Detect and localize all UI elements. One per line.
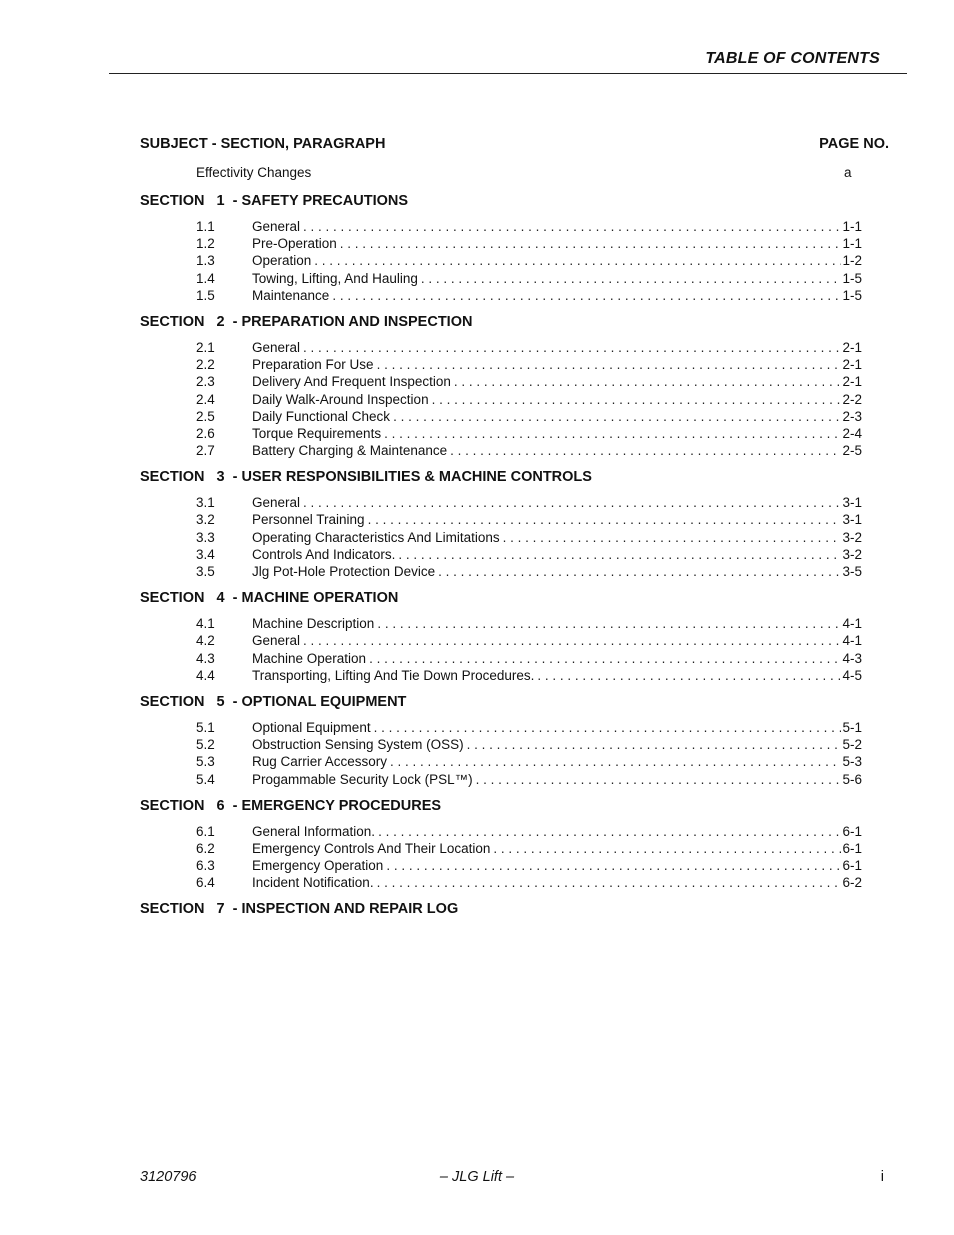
footer-document-number: 3120796	[140, 1169, 197, 1185]
toc-entry[interactable]	[140, 252, 862, 269]
toc-entry[interactable]	[140, 650, 862, 667]
toc-entry[interactable]	[140, 442, 862, 459]
toc-entry[interactable]	[140, 425, 862, 442]
section-heading[interactable]: SECTION 2 - PREPARATION AND INSPECTION	[140, 313, 473, 330]
toc-entry[interactable]	[140, 373, 862, 390]
entry-number: 5.2	[196, 737, 215, 753]
toc-entry[interactable]	[140, 218, 862, 235]
effectivity-changes-page: a	[844, 165, 852, 180]
entry-number: 2.5	[196, 408, 215, 424]
entry-title: Emergency Controls And Their Location	[252, 840, 491, 856]
dot-leader	[467, 736, 842, 753]
subject-column-heading: SUBJECT - SECTION, PARAGRAPH	[140, 136, 386, 152]
entry-title: Delivery And Frequent Inspection	[252, 374, 451, 390]
entry-title: Operation	[252, 253, 312, 269]
entry-title: Daily Functional Check	[252, 408, 391, 424]
toc-entry[interactable]	[140, 719, 862, 736]
entry-number: 4.3	[196, 650, 215, 666]
toc-entry[interactable]	[140, 857, 862, 874]
entry-title: Obstruction Sensing System (OSS)	[252, 737, 464, 753]
toc-entry[interactable]	[140, 632, 862, 649]
section-heading[interactable]: SECTION 6 - EMERGENCY PROCEDURES	[140, 797, 442, 814]
entry-number: 4.4	[196, 667, 215, 683]
entry-title: Controls And Indicators.	[252, 546, 396, 562]
entry-title: Towing, Lifting, And Hauling	[252, 270, 418, 286]
toc-entry[interactable]	[140, 408, 862, 425]
toc-entry[interactable]	[140, 840, 862, 857]
entry-number: 2.7	[196, 443, 215, 459]
dot-leader	[303, 632, 841, 649]
entry-page-number: 2-3	[842, 408, 862, 424]
entry-title: Battery Charging & Maintenance	[252, 443, 448, 459]
dot-leader	[374, 719, 842, 736]
entry-page-number: 3-2	[842, 529, 862, 545]
section-heading[interactable]: SECTION 5 - OPTIONAL EQUIPMENT	[140, 693, 407, 710]
dot-leader	[369, 650, 841, 667]
entry-page-number: 1-5	[842, 287, 862, 303]
dot-leader	[537, 667, 841, 684]
dot-leader	[493, 840, 841, 857]
entry-title: Transporting, Lifting And Tie Down Procedures.	[252, 667, 535, 683]
dot-leader	[303, 218, 841, 235]
entry-number: 4.2	[196, 633, 215, 649]
toc-section-5	[140, 693, 862, 788]
entry-number: 6.4	[196, 875, 215, 891]
entry-number: 2.2	[196, 357, 215, 373]
entry-page-number: 3-2	[842, 546, 862, 562]
entry-number: 5.3	[196, 754, 215, 770]
entry-title: Rug Carrier Accessory	[252, 754, 388, 770]
dot-leader	[421, 270, 842, 287]
entry-number: 2.4	[196, 391, 215, 407]
entry-page-number: 5-6	[842, 771, 862, 787]
dot-leader	[377, 615, 841, 632]
entry-title: Torque Requirements	[252, 425, 382, 441]
section-heading[interactable]: SECTION 4 - MACHINE OPERATION	[140, 590, 399, 607]
section-heading[interactable]: SECTION 7 - INSPECTION AND REPAIR LOG	[140, 901, 459, 918]
toc-entry[interactable]	[140, 391, 862, 408]
toc-sections	[140, 192, 862, 918]
entry-number: 6.3	[196, 858, 215, 874]
toc-section-4	[140, 589, 862, 684]
entry-page-number: 4-1	[842, 633, 862, 649]
dot-leader	[503, 529, 842, 546]
entry-page-number: 6-1	[842, 858, 862, 874]
entry-page-number: 6-2	[842, 875, 862, 891]
dot-leader	[303, 494, 841, 511]
entry-page-number: 4-3	[842, 650, 862, 666]
entry-number: 3.3	[196, 529, 215, 545]
toc-entry[interactable]	[140, 736, 862, 753]
toc-entry[interactable]	[140, 494, 862, 511]
toc-section-3	[140, 468, 862, 580]
entry-number: 6.2	[196, 840, 215, 856]
entry-page-number: 4-5	[842, 667, 862, 683]
table-of-contents	[140, 165, 862, 926]
section-heading[interactable]: SECTION 3 - USER RESPONSIBILITIES & MACHINE CONTROLS	[140, 469, 592, 486]
entry-title: Progammable Security Lock (PSL™)	[252, 771, 473, 787]
entry-title: Maintenance	[252, 287, 330, 303]
entry-page-number: 4-1	[842, 616, 862, 632]
toc-entry[interactable]	[140, 771, 862, 788]
entry-title: General Information.	[252, 823, 376, 839]
entry-number: 4.1	[196, 616, 215, 632]
toc-entry[interactable]	[140, 356, 862, 373]
entry-page-number: 6-1	[842, 823, 862, 839]
toc-entry[interactable]	[140, 563, 862, 580]
header-rule	[109, 73, 907, 74]
entry-number: 3.4	[196, 546, 215, 562]
dot-leader	[476, 771, 842, 788]
entry-page-number: 2-4	[842, 425, 862, 441]
dot-leader	[398, 546, 841, 563]
entry-title: Jlg Pot-Hole Protection Device	[252, 564, 436, 579]
dot-leader	[384, 425, 841, 442]
dot-leader	[340, 235, 842, 252]
entry-number: 1.1	[196, 219, 215, 234]
entry-number: 2.6	[196, 425, 215, 441]
dot-leader	[438, 563, 841, 580]
toc-entry[interactable]	[140, 511, 862, 528]
entry-page-number: 2-2	[842, 391, 862, 407]
entry-page-number: 1-1	[842, 236, 862, 252]
entry-number: 3.1	[196, 495, 215, 511]
footer-brand: – JLG Lift –	[439, 1169, 515, 1185]
entry-page-number: 2-1	[842, 357, 862, 373]
entry-page-number: 3-1	[842, 495, 862, 511]
entry-number: 1.2	[196, 236, 215, 252]
toc-entry[interactable]	[140, 667, 862, 684]
toc-entry[interactable]	[140, 287, 862, 304]
entry-number: 2.3	[196, 374, 215, 390]
entry-title: Personnel Training	[252, 512, 365, 528]
toc-entry[interactable]	[140, 270, 862, 287]
entry-number: 5.1	[196, 719, 215, 735]
toc-entry[interactable]	[140, 874, 862, 891]
entry-title: Preparation For Use	[252, 357, 374, 373]
toc-entry[interactable]	[140, 529, 862, 546]
entry-page-number: 2-5	[842, 443, 862, 459]
toc-section-6	[140, 797, 862, 892]
dot-leader	[432, 391, 842, 408]
entry-title: General	[252, 339, 301, 355]
entry-number: 3.5	[196, 564, 215, 579]
entry-title: General	[252, 633, 301, 649]
toc-entry[interactable]	[140, 546, 862, 563]
toc-entry[interactable]	[140, 615, 862, 632]
toc-entry[interactable]	[140, 753, 862, 770]
toc-section-7	[140, 900, 862, 918]
entry-number: 3.2	[196, 512, 215, 528]
entry-title: Daily Walk-Around Inspection	[252, 391, 429, 407]
dot-leader	[450, 442, 841, 459]
entry-page-number: 2-1	[842, 374, 862, 390]
entry-page-number: 5-1	[842, 719, 862, 735]
entry-title: General	[252, 495, 301, 511]
dot-leader	[314, 252, 841, 269]
entry-title: Pre-Operation	[252, 236, 337, 252]
dot-leader	[390, 753, 841, 770]
entry-number: 6.1	[196, 823, 215, 839]
toc-entry[interactable]	[140, 823, 862, 840]
footer-page-number: i	[880, 1169, 884, 1185]
page-header-title: TABLE OF CONTENTS	[705, 50, 880, 67]
entry-page-number: 2-1	[842, 339, 862, 355]
page-number-column-heading: PAGE NO.	[819, 136, 889, 152]
entry-title: Incident Notification.	[252, 875, 374, 891]
effectivity-changes-entry[interactable]	[140, 165, 862, 183]
entry-number: 2.1	[196, 339, 215, 355]
dot-leader	[386, 857, 841, 874]
entry-page-number: 3-1	[842, 512, 862, 528]
entry-page-number: 5-2	[842, 737, 862, 753]
entry-number: 1.4	[196, 270, 215, 286]
dot-leader	[332, 287, 841, 304]
dot-leader	[377, 356, 842, 373]
entry-page-number: 5-3	[842, 754, 862, 770]
entry-title: Machine Description	[252, 616, 375, 632]
entry-title: Optional Equipment	[252, 719, 371, 735]
section-heading[interactable]: SECTION 1 - SAFETY PRECAUTIONS	[140, 193, 409, 209]
dot-leader	[378, 823, 841, 840]
entry-title: General	[252, 219, 301, 234]
toc-entry[interactable]	[140, 339, 862, 356]
entry-title: Emergency Operation	[252, 858, 384, 874]
dot-leader	[303, 339, 841, 356]
entry-page-number: 1-1	[842, 219, 862, 234]
dot-leader	[377, 874, 842, 891]
entry-number: 5.4	[196, 771, 215, 787]
entry-title: Operating Characteristics And Limitations	[252, 529, 500, 545]
toc-entry[interactable]	[140, 235, 862, 252]
entry-number: 1.3	[196, 253, 215, 269]
entry-title: Machine Operation	[252, 650, 367, 666]
dot-leader	[368, 511, 842, 528]
entry-page-number: 3-5	[842, 564, 862, 579]
entry-page-number: 1-5	[842, 270, 862, 286]
entry-page-number: 6-1	[842, 840, 862, 856]
dot-leader	[393, 408, 841, 425]
toc-section-2	[140, 313, 862, 459]
effectivity-changes-label: Effectivity Changes	[196, 165, 312, 180]
toc-section-1	[140, 192, 862, 304]
entry-number: 1.5	[196, 287, 215, 303]
dot-leader	[454, 373, 842, 390]
entry-page-number: 1-2	[842, 253, 862, 269]
